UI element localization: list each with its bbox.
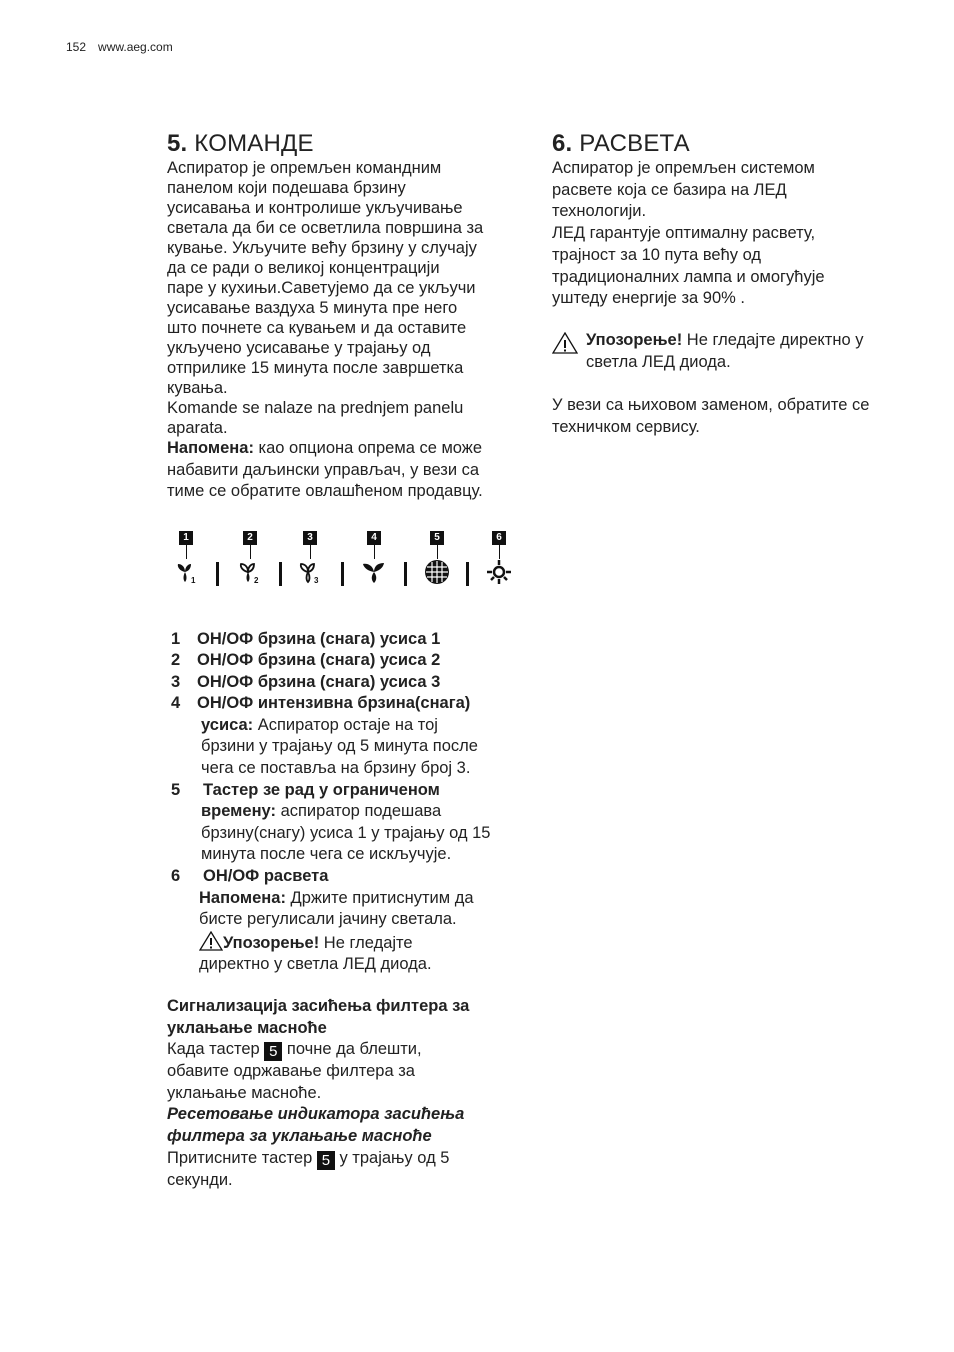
- list-item: 1 ОН/ОФ брзина (снага) усиса 1: [171, 629, 441, 648]
- list-item: 3 ОН/ОФ брзина (снага) усиса 3: [171, 672, 441, 691]
- list-item-6-note: Напомена: Држите притиснутим да бисте регулисали јачину светала.: [199, 888, 474, 929]
- list-item: 2 ОН/ОФ брзина (снага) усиса 2: [171, 651, 441, 670]
- warning-icon: [199, 931, 223, 951]
- website-url: www.aeg.com: [98, 40, 173, 54]
- list-item-4-desc: усиса: Аспиратор остаје на тој брзини у трајању од 5 минута после чега се поставља на брзину број 3.: [201, 715, 478, 778]
- light-icon[interactable]: [486, 559, 512, 585]
- section-lighting: [552, 130, 912, 438]
- svg-text:1: 1: [191, 575, 196, 585]
- panel-marker-3: 3: [303, 531, 317, 545]
- panel-marker-6: 6: [492, 531, 506, 545]
- panel-marker-1: 1: [179, 531, 193, 545]
- list-item-6-warning: Упозорење! Не гледајте директно у светла ЛЕД диода.: [167, 931, 527, 976]
- list-item: 6 ОН/ОФ расвета: [171, 867, 329, 886]
- fan-speed-1-icon[interactable]: [174, 559, 200, 585]
- list-item: 4 ОН/ОФ интензивна брзина(снага): [171, 694, 471, 713]
- section-5-heading: 5. КОМАНДЕ: [167, 130, 314, 157]
- lighting-warning: Упозорење! Не гледајте директно у светла ЛЕД диода.: [552, 330, 912, 373]
- warning-icon: [552, 332, 578, 354]
- button-5-key: 5: [264, 1042, 282, 1061]
- filter-saturation-heading: Сигнализација засићења филтера за уклањање масноће: [167, 997, 470, 1037]
- fan-intensive-icon[interactable]: [361, 559, 387, 585]
- controls-list: [167, 629, 527, 977]
- svg-text:3: 3: [314, 575, 319, 585]
- panel-marker-4: 4: [367, 531, 381, 545]
- control-panel-diagram: [167, 531, 527, 621]
- lighting-intro: Аспиратор је опремљен системом расвете која се базира на ЛЕД технологији. ЛЕД гарантује оптималну расвету, трајност за 10 пута већу од традиционалних лампа и омогућује уштеду енергије за 90% .: [552, 159, 825, 308]
- list-item-5-desc: времену: аспиратор подешава брзину(снагу) усиса 1 у трајању од 15 минута после чега се искључује.: [201, 802, 491, 864]
- page-header: [66, 40, 173, 54]
- page-number: 152: [66, 40, 87, 54]
- button-5-key: 5: [317, 1151, 335, 1170]
- filter-saturation-section: [167, 996, 527, 1191]
- section-controls: [167, 130, 527, 1191]
- lighting-service: У вези са њиховом заменом, обратите се техничком сервису.: [552, 396, 870, 436]
- section-6-heading: 6. РАСВЕТА: [552, 130, 690, 157]
- filter-reset-heading: Ресетовање индикатора засићења филтера за уклањање масноће: [167, 1105, 465, 1145]
- controls-intro: Аспиратор је опремљен командним панелом који подешава брзину усисавања и контролише укључивање светала да би се осветлила површина за кување. Укључите већу брзину у случају да се ради о великој концентрацији паре у кухињи.Саветујемо да се укључи усисавање ваздуха 5 минута пре него што почнете са кувањем и да оставите укључено усисавање у трајању од отприлике 15 минута после завршетка кувања.: [167, 159, 484, 397]
- panel-marker-5: 5: [430, 531, 444, 545]
- fan-speed-3-icon[interactable]: [297, 559, 323, 585]
- list-item: 5 Тастер зе рад у ограниченом: [171, 780, 440, 799]
- panel-marker-2: 2: [243, 531, 257, 545]
- filter-saturation-text: Када тастер 5 почне да блешти, обавите одржавање филтера за уклањање масноће.: [167, 1040, 422, 1102]
- remote-note: Напомена: као опциона опрема се може набавити даљински управљач, у вези са тиме се обратите овлашћеном продавцу.: [167, 439, 483, 500]
- fan-speed-2-icon[interactable]: [237, 559, 263, 585]
- svg-text:2: 2: [254, 575, 259, 585]
- grease-filter-icon[interactable]: [424, 559, 450, 585]
- controls-location: Komande se nalaze na prednjem panelu aparata.: [167, 399, 464, 437]
- filter-reset-text: Притисните тастер 5 у трајању од 5 секунди.: [167, 1148, 450, 1189]
